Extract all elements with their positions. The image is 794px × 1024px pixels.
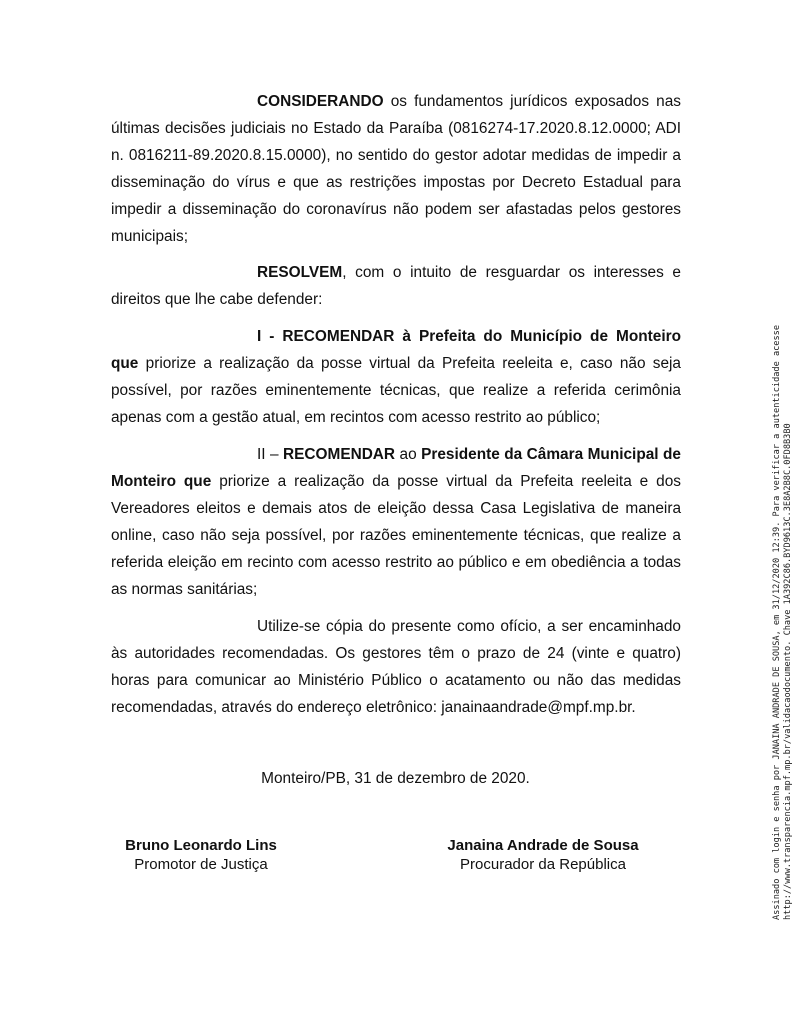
resolvem-label: RESOLVEM [257,264,343,281]
recomendar-prefeita-text: priorize a realização da posse virtual da Prefeita reeleita e, caso não seja possível, por razões eminentemente técnicas, que realize a referida cerimônia apenas com a gestão atual, em recintos com acesso restrito ao público; [111,355,681,426]
recomendar-camara-label: RECOMENDAR [283,446,396,463]
signature-procuradora [428,836,658,874]
considerando-label: CONSIDERANDO [257,93,384,110]
presidente-camara-label: Presidente da Câmara Municipal de Monteiro que [111,446,681,490]
paragraph-resolvem [111,259,681,313]
paragraph-oficio [111,613,681,721]
signature-promotor [96,836,306,874]
authentication-line-1: Assinado com login e senha por JANAINA ANDRADE DE SOUSA, em 31/12/2020 12:39. Para verificar a autenticidade acesse [772,325,782,920]
signature-name: Janaina Andrade de Sousa [447,837,639,854]
recomendar-camara-mid: ao [395,446,422,463]
signature-name: Bruno Leonardo Lins [125,837,277,854]
recomendar-camara-prefix: II – [257,446,284,463]
authentication-line-2: http://www.transparencia.mpf.mp.br/validacaodocumento. Chave 1A392C86.BYD9613C.3E8A2B8C.0FD8B3B0 [783,423,793,920]
resolvem-text: , com o intuito de resguardar os interesses e direitos que lhe cabe defender: [111,264,681,308]
signature-role: Promotor de Justiça [134,856,268,873]
recomendar-camara-text: priorize a realização da posse virtual da Prefeita reeleita e dos Vereadores eleitos e demais atos de eleição dessa Casa Legislativa de maneira online, caso não seja possível, por razões eminentemente técnicas, que realize a referida eleição em recinto com acesso restrito ao público e em obediência a todas as normas sanitárias; [111,473,681,598]
paragraph-considerando [111,88,681,250]
signature-role: Procurador da República [460,856,626,873]
paragraph-recomendar-prefeita [111,323,681,431]
considerando-text: os fundamentos jurídicos exposados nas últimas decisões judiciais no Estado da Paraíba (0816274-17.2020.8.12.0000; ADI n. 0816211-89.2020.8.15.0000), no sentido do gestor adotar medidas de impedir a disseminação do vírus e que as restrições impostas por Decreto Estadual para impedir a disseminação do coronavírus não podem ser afastadas pelos gestores municipais; [111,93,681,245]
oficio-text: Utilize-se cópia do presente como ofício, a ser encaminhado às autoridades recomendadas. Os gestores têm o prazo de 24 (vinte e quatro) horas para comunicar ao Ministério Público o acatamento ou não das medidas recomendadas, através do endereço eletrônico: janainaandrade@mpf.mp.br. [111,618,681,716]
recomendar-prefeita-label: I - RECOMENDAR à Prefeita do Município de Monteiro que [111,328,681,372]
authentication-stamp [772,205,794,920]
paragraph-recomendar-camara [111,441,681,603]
date-line: Monteiro/PB, 31 de dezembro de 2020. [261,770,530,787]
